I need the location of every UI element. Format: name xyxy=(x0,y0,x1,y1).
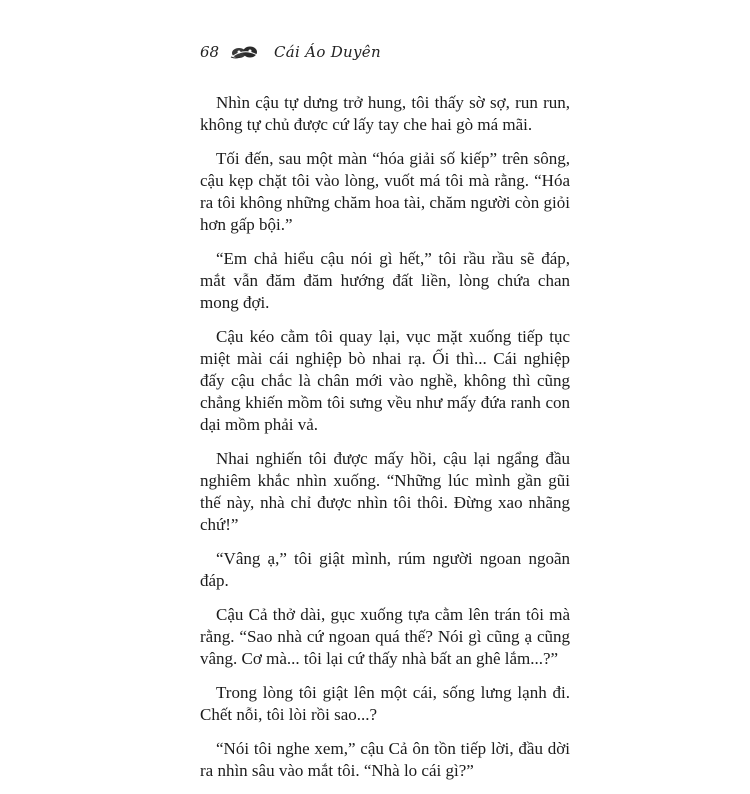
paragraph: Cậu Cả thở dài, gục xuống tựa cằm lên trán tôi mà rằng. “Sao nhà cứ ngoan quá thế? Nói gì cũng ạ cũng vâng. Cơ mà... tôi lại cứ thấy nhà bất an ghê lắm...?” xyxy=(200,605,570,668)
paragraph: Cậu kéo cằm tôi quay lại, vục mặt xuống tiếp tục miệt mài cái nghiệp bò nhai rạ. Ối thì... Cái nghiệp đấy cậu chắc là chân mới vào nghề, không thì cũng chẳng khiến mồm tôi sưng vều như mấy đứa ranh con dại mồm phải vả. xyxy=(200,327,570,434)
paragraph: “Em chả hiểu cậu nói gì hết,” tôi rầu rầu sẽ đáp, mắt vẫn đăm đăm hướng đất liền, lòng chứa chan mong đợi. xyxy=(200,249,570,312)
floral-ornament-icon xyxy=(230,44,260,60)
body-text xyxy=(200,92,570,794)
paragraph: Nhai nghiến tôi được mấy hồi, cậu lại ngẩng đầu nghiêm khắc nhìn xuống. “Những lúc mình gần gũi thế này, nhà chỉ được nhìn tôi thôi. Đừng xao nhãng chứ!” xyxy=(200,449,570,534)
paragraph: “Vâng ạ,” tôi giật mình, rúm người ngoan ngoãn đáp. xyxy=(200,549,570,590)
page-number: 68 xyxy=(200,43,220,61)
paragraph: Nhìn cậu tự dưng trở hung, tôi thấy sờ sợ, run run, không tự chủ được cứ lấy tay che hai gò má mãi. xyxy=(200,93,570,134)
page-header xyxy=(200,38,381,66)
running-title: Cái Áo Duyên xyxy=(274,43,381,61)
paragraph: “Nói tôi nghe xem,” cậu Cả ôn tồn tiếp lời, đầu dời ra nhìn sâu vào mắt tôi. “Nhà lo cái gì?” xyxy=(200,739,570,780)
paragraph: Tối đến, sau một màn “hóa giải số kiếp” trên sông, cậu kẹp chặt tôi vào lòng, vuốt má tôi mà rằng. “Hóa ra tôi không những chăm hoa tài, chăm người còn giỏi hơn gấp bội.” xyxy=(200,149,570,234)
paragraph: Trong lòng tôi giật lên một cái, sống lưng lạnh đi. Chết nỗi, tôi lòi rồi sao...? xyxy=(200,683,570,724)
